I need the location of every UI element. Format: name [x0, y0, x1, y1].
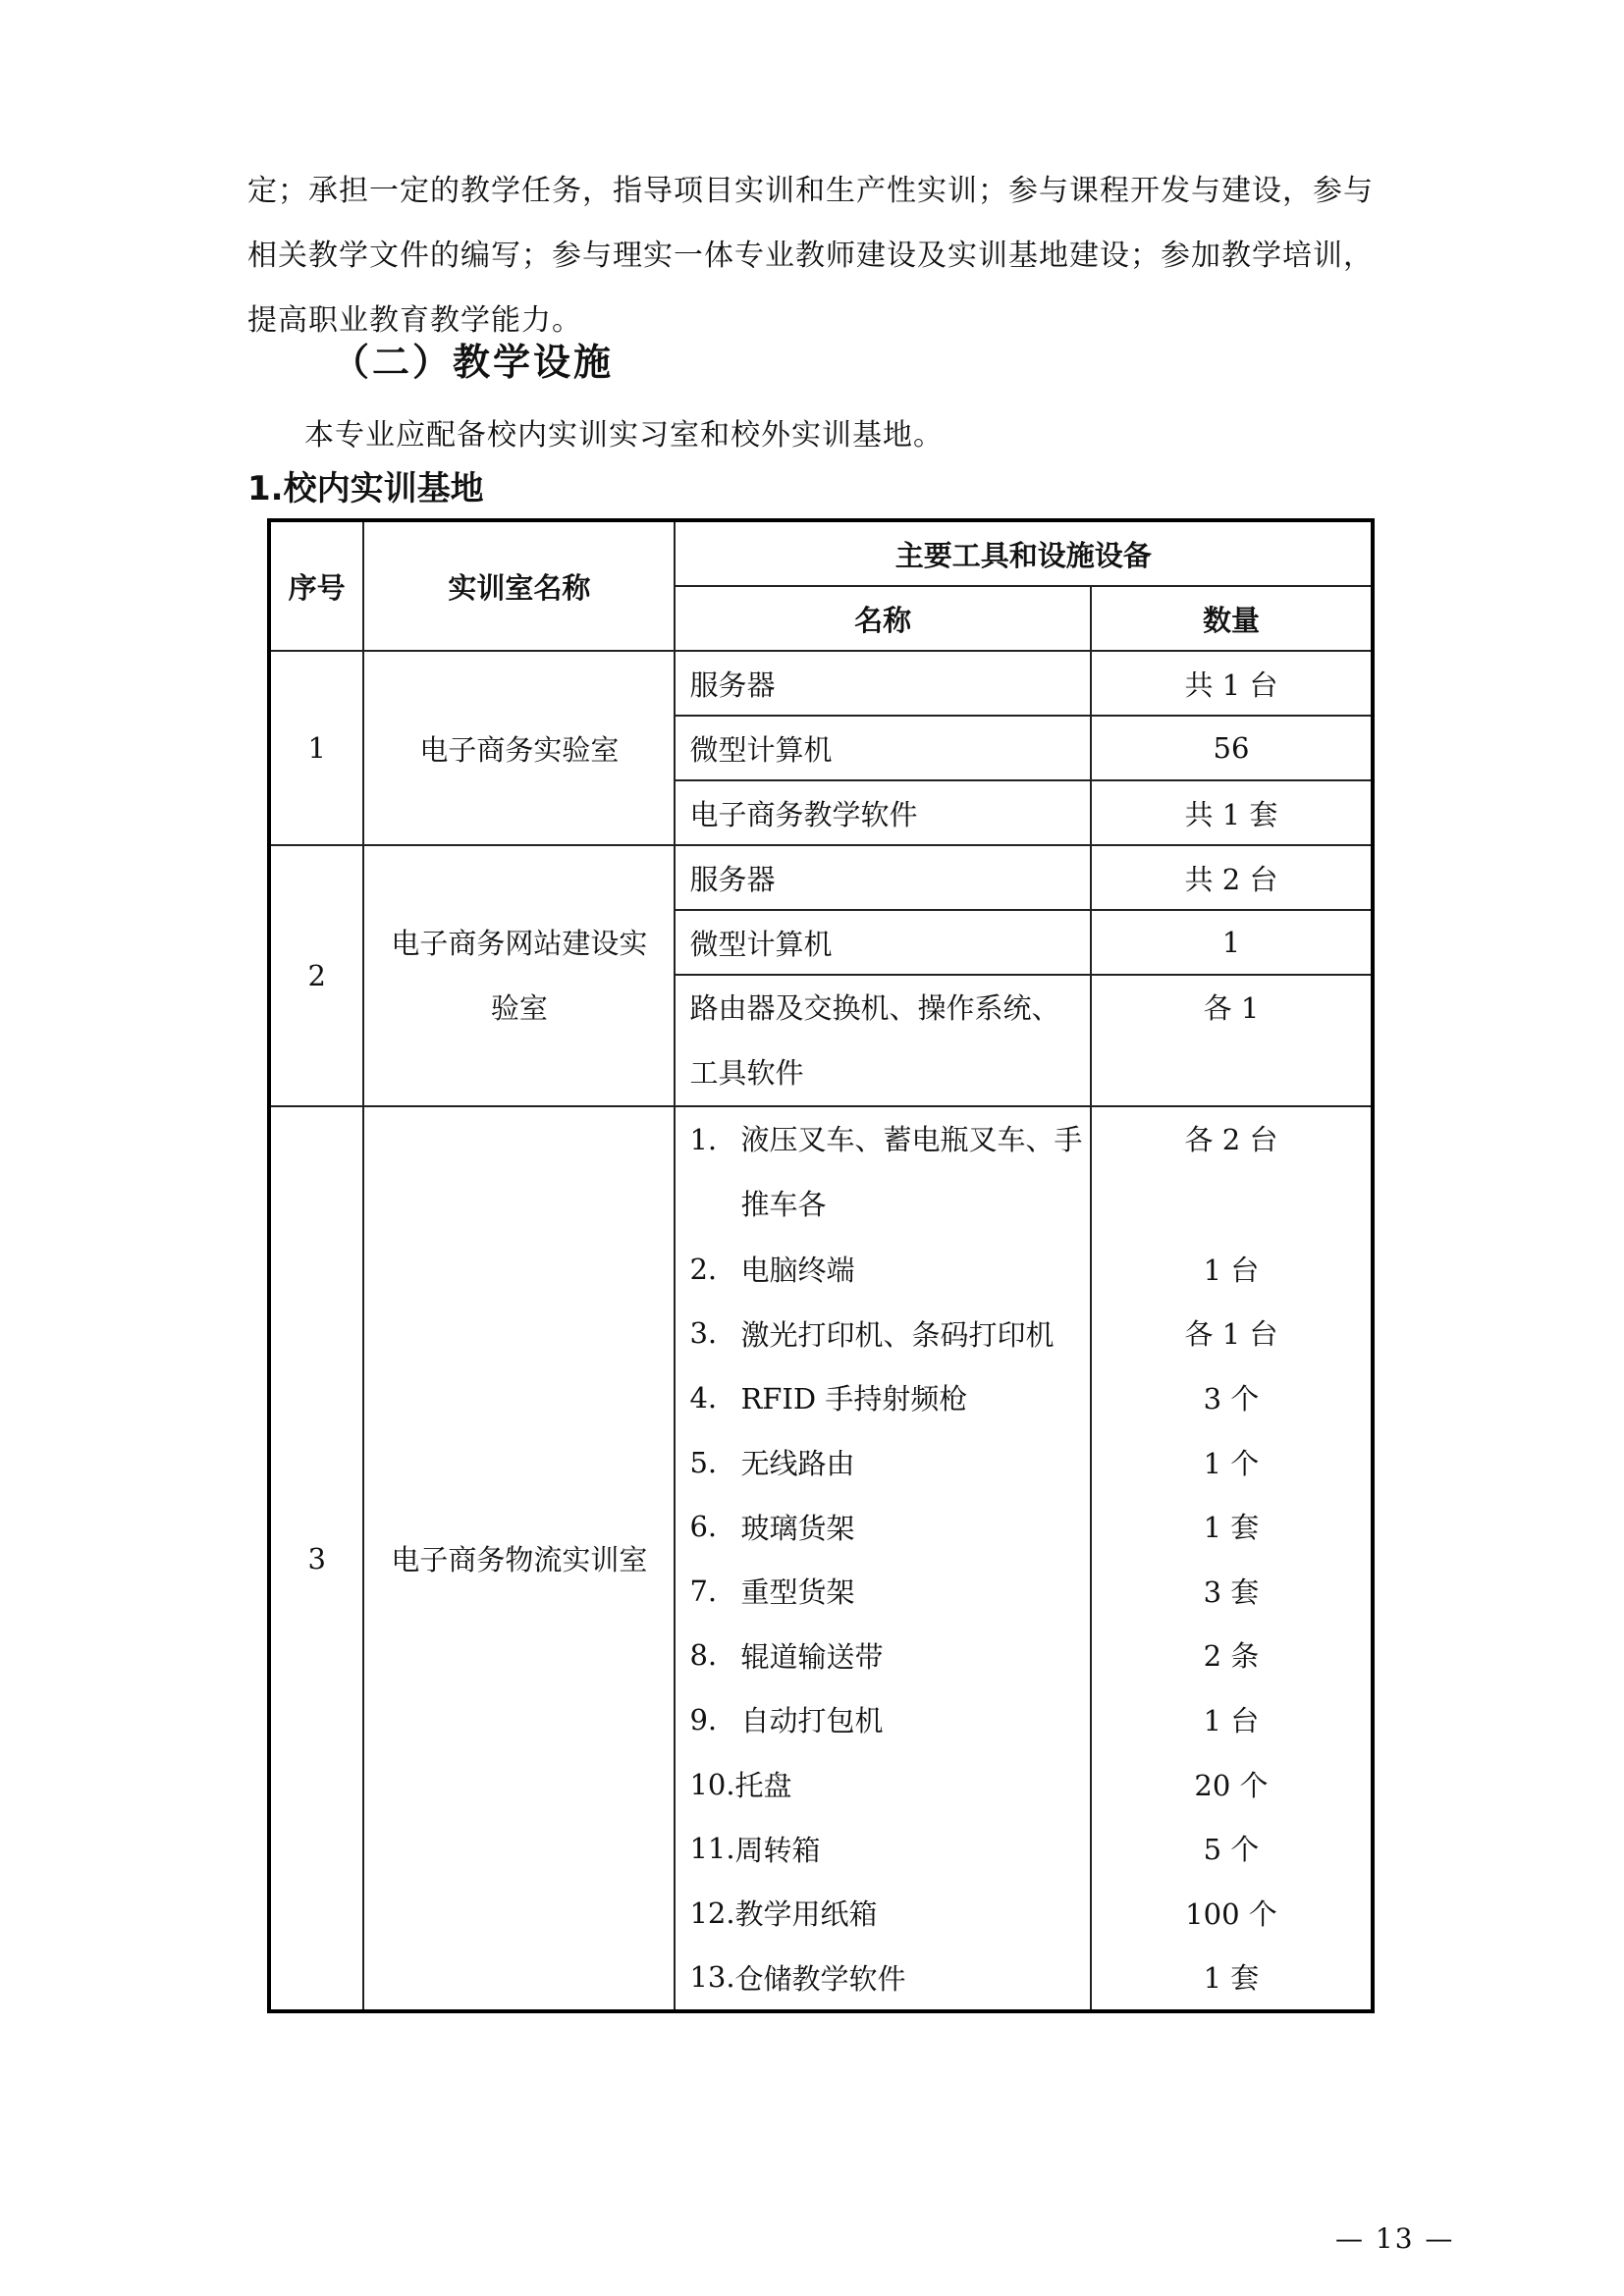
list-item: 11. 周转箱 [689, 1832, 821, 1867]
item-qty: 2 条 [1203, 1639, 1260, 1674]
item-name: 路由器及交换机、操作系统、工具软件 [675, 975, 1091, 1106]
list-item: 2. 电脑终端 [689, 1252, 855, 1288]
item-qty: 5 个 [1203, 1833, 1260, 1867]
item-name: 服务器 [675, 845, 1091, 910]
list-item: 8. 辊道输送带 [689, 1638, 884, 1674]
subsection-title: 1.校内实训基地 [247, 469, 484, 508]
section-intro: 本专业应配备校内实训实习室和校外实训基地。 [304, 418, 944, 453]
table-row [269, 845, 1373, 910]
item-qty: 20 个 [1194, 1768, 1269, 1802]
section-title: （二）教学设施 [332, 341, 615, 384]
group-seq: 1 [269, 651, 363, 845]
item-qty: 100 个 [1185, 1896, 1277, 1931]
item-name: 微型计算机 [675, 716, 1091, 780]
facility-table [267, 518, 1375, 2013]
body-paragraph: 定；承担一定的教学任务，指导项目实训和生产性实训；参与课程开发与建设，参与相关教学文件的编写；参与理实一体专业教师建设及实训基地建设；参加教学培训，提高职业教育教学能力。 [247, 174, 1374, 338]
item-name: 服务器 [675, 651, 1091, 716]
group-room: 电子商务网站建设实验室 [363, 845, 675, 1106]
list-item: 5. 无线路由 [689, 1445, 855, 1481]
item-qty: 共 2 台 [1091, 845, 1373, 910]
group-seq: 2 [269, 845, 363, 1106]
header-equipment: 主要工具和设施设备 [675, 520, 1373, 586]
item-qty: 各 1 台 [1184, 1317, 1278, 1352]
item-name: 微型计算机 [675, 910, 1091, 975]
header-seq: 序号 [269, 520, 363, 651]
list-item: 7. 重型货架 [689, 1574, 855, 1610]
list-item: 13. 仓储教学软件 [689, 1960, 906, 1996]
item-qty: 1 个 [1203, 1446, 1260, 1480]
item-qty: 1 台 [1203, 1253, 1260, 1287]
list-item: 9. 自动打包机 [689, 1702, 884, 1738]
header-room: 实训室名称 [363, 520, 675, 651]
item-qty: 3 个 [1203, 1382, 1260, 1416]
list-item: 10. 托盘 [689, 1767, 792, 1803]
list-item: 3. 激光打印机、条码打印机 [689, 1316, 1055, 1352]
table-row [269, 1106, 1373, 2011]
header-qty: 数量 [1091, 586, 1373, 651]
table-row [269, 651, 1373, 716]
page-number: — 13 — [1335, 2222, 1455, 2255]
item-qty: 56 [1091, 716, 1373, 780]
list-item: 12. 教学用纸箱 [689, 1896, 878, 1932]
item-qty: 3 套 [1203, 1575, 1260, 1609]
list-item: 1. 液压叉车、蓄电瓶叉车、手推车各 [689, 1123, 1083, 1221]
group-room: 电子商务物流实训室 [363, 1106, 675, 2011]
item-name: 电子商务教学软件 [675, 780, 1091, 845]
group-seq: 3 [269, 1106, 363, 2011]
item-qty: 共 1 套 [1091, 780, 1373, 845]
list-item: 6. 玻璃货架 [689, 1510, 855, 1545]
item-qty: 1 套 [1203, 1511, 1260, 1545]
item-qty: 1 套 [1203, 1961, 1260, 1996]
item-qty: 1 [1091, 910, 1373, 975]
list-item: 4. RFID 手持射频枪 [689, 1380, 968, 1416]
header-name: 名称 [675, 586, 1091, 651]
item-qty: 共 1 台 [1091, 651, 1373, 716]
item-qty: 各 1 [1091, 975, 1373, 1106]
item-qty: 各 2 台 [1184, 1123, 1278, 1157]
group-room: 电子商务实验室 [363, 651, 675, 845]
item-qty: 1 台 [1203, 1704, 1260, 1738]
qty-list [1091, 1106, 1373, 2011]
header-row-1 [269, 520, 1373, 586]
item-list [675, 1106, 1091, 2011]
